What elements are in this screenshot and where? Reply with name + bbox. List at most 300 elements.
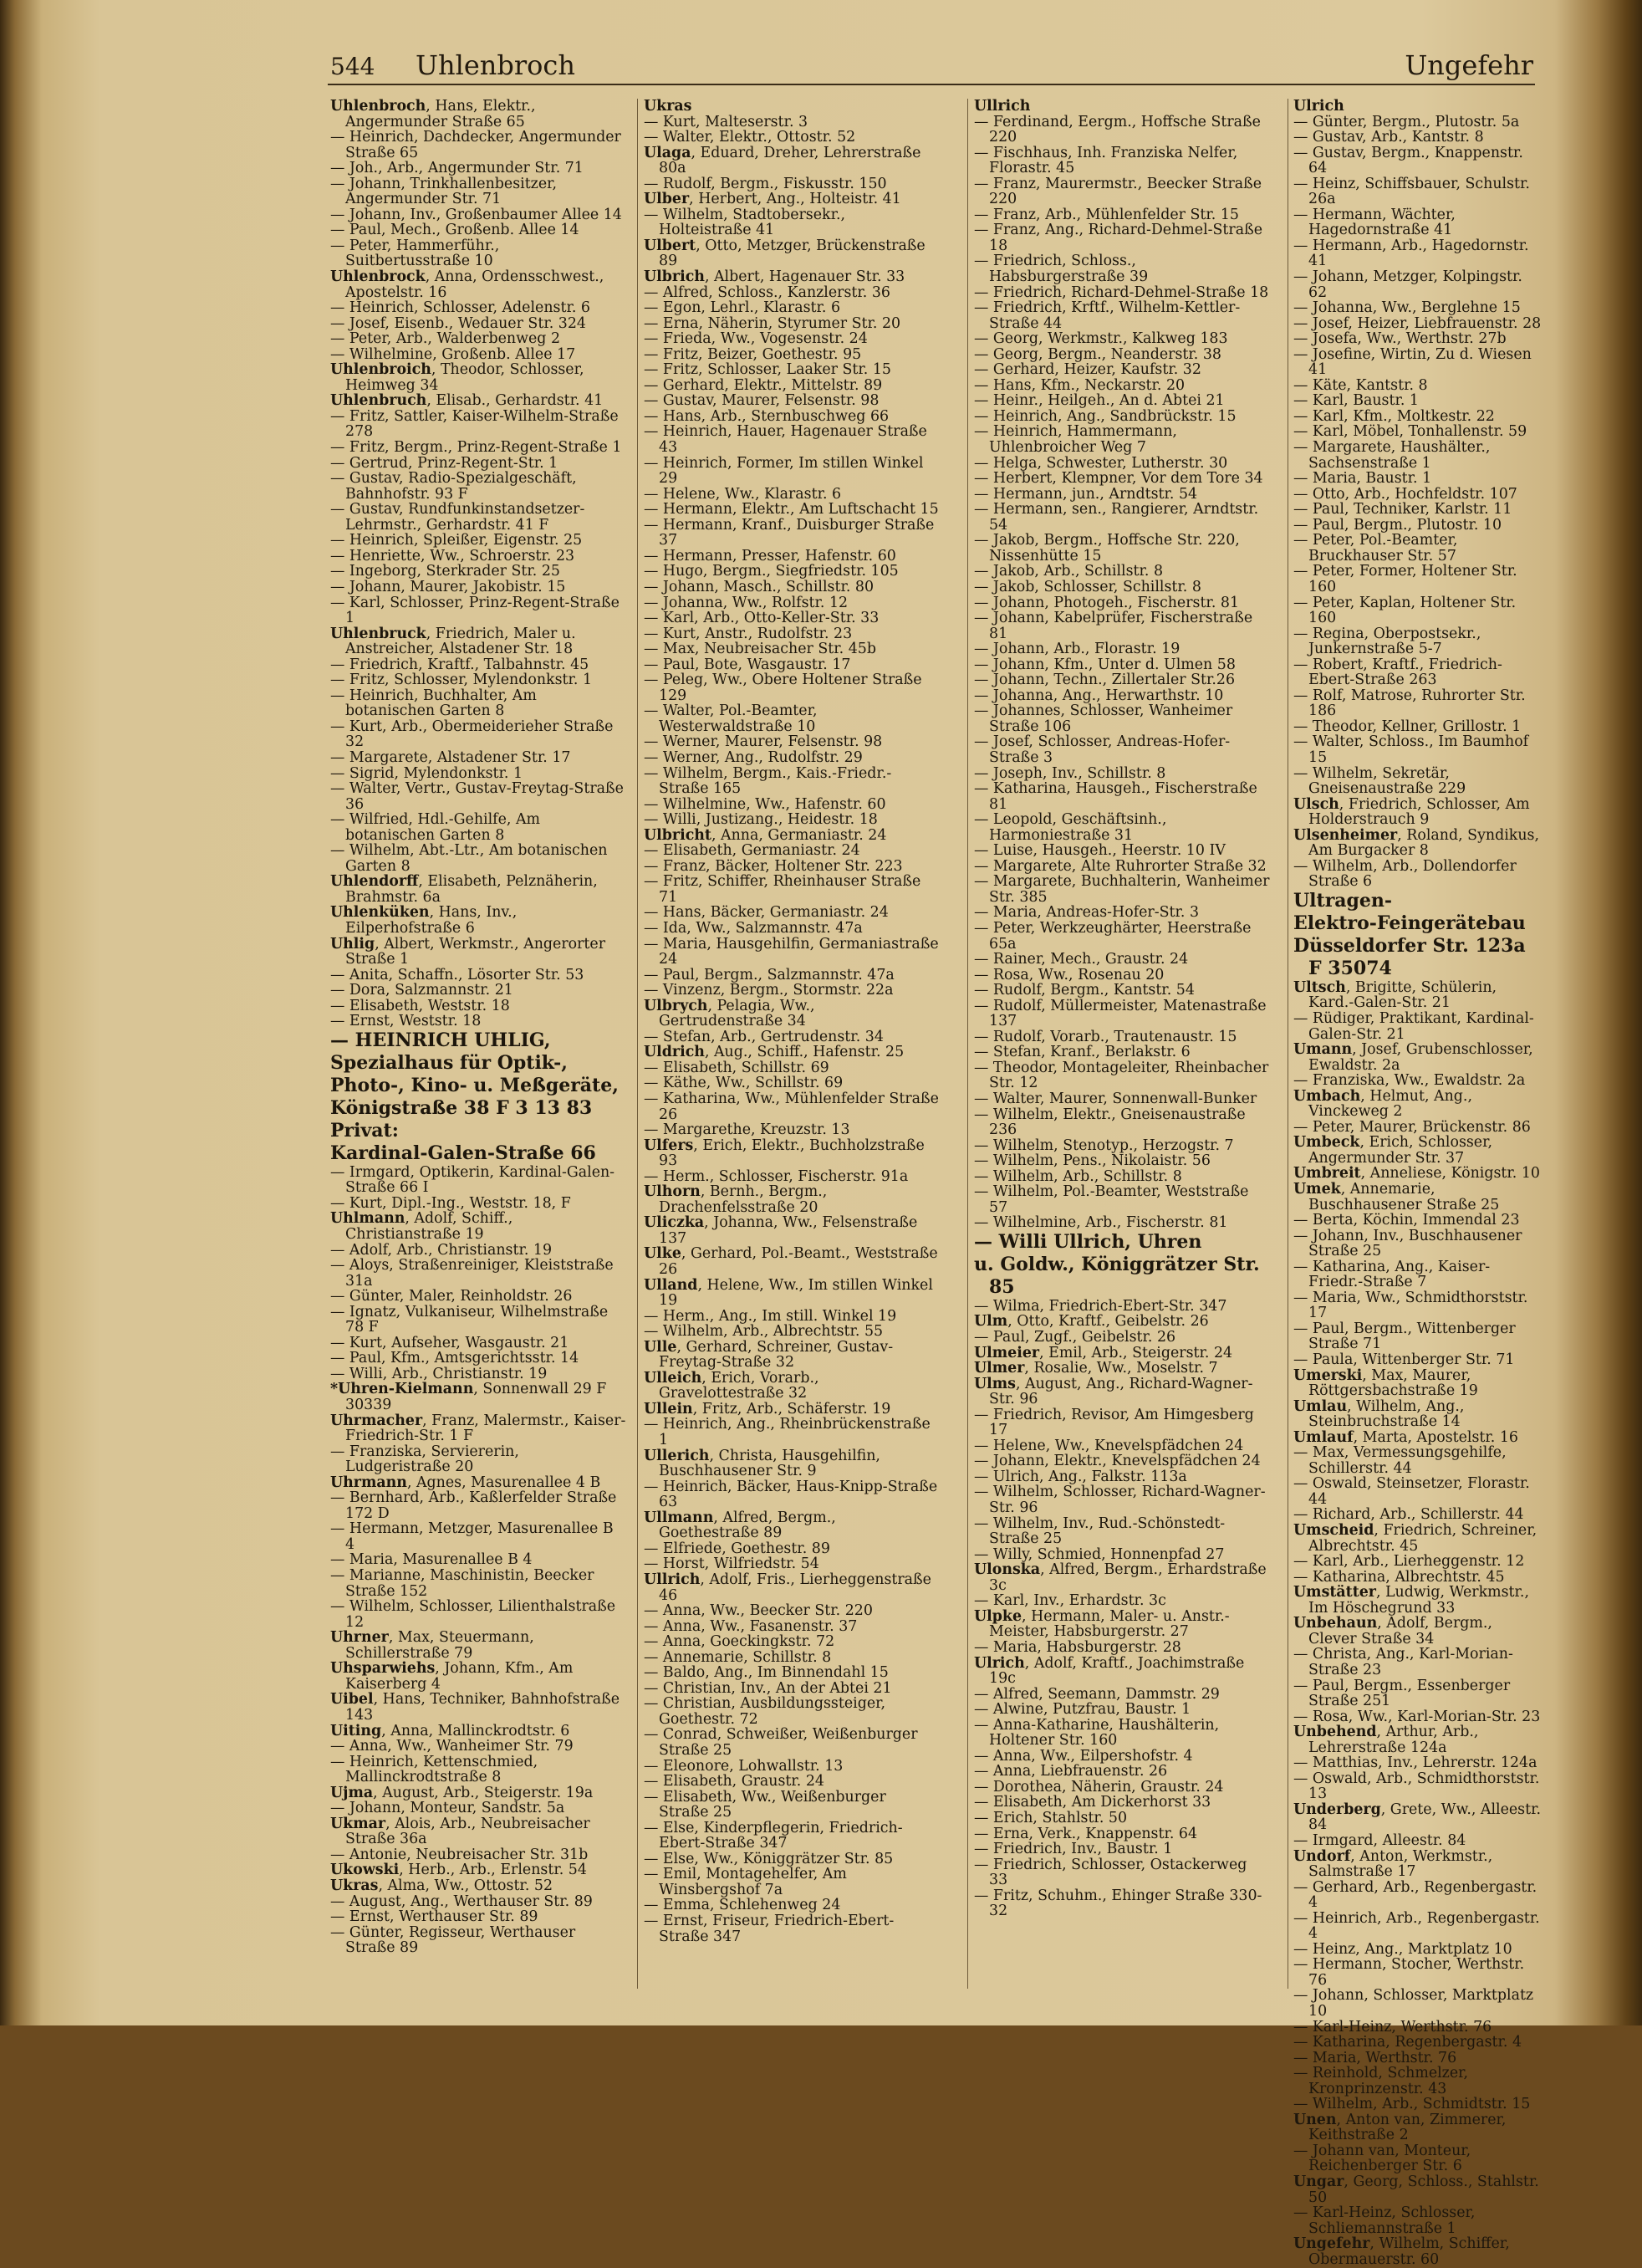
directory-entry: Umlauf, Marta, Apostelstr. 16 <box>1293 1428 1518 1446</box>
directory-entry: — Oswald, Arb., Schmidthorststr. 13 <box>1293 1770 1540 1803</box>
directory-entry: — Fritz, Schlosser, Laaker Str. 15 <box>644 361 891 379</box>
directory-entry: — Else, Ww., Königgrätzer Str. 85 <box>644 1850 894 1867</box>
directory-entry: — Margarete, Alstadener Str. 17 <box>330 748 571 766</box>
directory-entry: — Bernhard, Arb., Kaßlerfelder Straße 172 D <box>330 1489 617 1522</box>
directory-entry: — Rolf, Matrose, Ruhrorter Str. 186 <box>1293 687 1526 720</box>
directory-entry: — Heinrich, Buchhalter, Am botanischen Garten 8 <box>330 687 537 720</box>
page-header <box>330 46 1533 88</box>
directory-entry: — Anna, Ww., Fasanenstr. 37 <box>644 1617 858 1635</box>
directory-entry: Uldrich, Aug., Schiff., Hafenstr. 25 <box>644 1044 905 1061</box>
page-number: 544 <box>330 53 375 80</box>
directory-entry: — Wilhelm, Inv., Rud.-Schönstedt-Straße 25 <box>974 1515 1226 1548</box>
directory-entry: — Hermann, Wächter, Hagedornstraße 41 <box>1293 206 1456 239</box>
directory-entry: Ulrich <box>1293 98 1344 115</box>
directory-entry: Ukowski, Herb., Arb., Erlenstr. 54 <box>330 1862 587 1879</box>
directory-entry: — Wilhelmine, Ww., Hafenstr. 60 <box>644 795 886 813</box>
directory-entry: — Rudolf, Bergm., Kantstr. 54 <box>974 982 1195 999</box>
directory-entry: — Gustav, Bergm., Knappenstr. 64 <box>1293 144 1523 177</box>
directory-entry: — Kurt, Dipl.-Ing., Weststr. 18, F <box>330 1194 571 1212</box>
directory-entry: Ukras, Alma, Ww., Ottostr. 52 <box>330 1877 553 1894</box>
directory-entry: — Regina, Oberpostsekr., Junkernstraße 5-7 <box>1293 625 1481 658</box>
directory-entry: — Anna, Goeckingkstr. 72 <box>644 1633 835 1651</box>
directory-entry: — Wilhelm, Sekretär, Gneisenaustraße 229 <box>1293 764 1466 798</box>
directory-entry: Ulsch, Friedrich, Schlosser, Am Holderstrauch 9 <box>1293 795 1530 829</box>
directory-entry: — Joseph, Inv., Schillstr. 8 <box>974 764 1166 782</box>
directory-entry: — Fritz, Schiffer, Rheinhauser Straße 71 <box>644 873 921 906</box>
directory-entry: — Karl, Baustr. 1 <box>1293 392 1419 410</box>
directory-entry: — Paul, Techniker, Karlstr. 11 <box>1293 501 1512 518</box>
directory-entry: Ullein, Fritz, Arb., Schäferstr. 19 <box>644 1400 891 1418</box>
directory-entry: Uhsparwiehs, Johann, Kfm., Am Kaiserberg 4 <box>330 1660 574 1693</box>
directory-entry: — Walter, Elektr., Ottostr. 52 <box>644 129 856 146</box>
directory-entry: Uhlig, Albert, Werkmstr., Angerorter Straße 1 <box>330 935 606 968</box>
directory-entry: — Gerhard, Arb., Regenbergastr. 4 <box>1293 1878 1537 1912</box>
directory-entry: — Rudolf, Vorarb., Trautenaustr. 15 <box>974 1028 1237 1045</box>
directory-entry: — Günter, Bergm., Plutostr. 5a <box>1293 113 1520 130</box>
directory-entry: — Christian, Ausbildungssteiger, Goethestr. 72 <box>644 1695 886 1728</box>
directory-entry: — Peter, Maurer, Brückenstr. 86 <box>1293 1118 1531 1136</box>
directory-entry: — Gertrud, Prinz-Regent-Str. 1 <box>330 454 558 472</box>
directory-entry: — Karl, Schlosser, Prinz-Regent-Straße 1 <box>330 594 620 627</box>
directory-entry: — Wilhelm, Arb., Schmidtstr. 15 <box>1293 2096 1531 2113</box>
directory-entry: — Johann, Trinkhallenbesitzer, Angermunder Str. 71 <box>330 175 558 208</box>
directory-entry: — Käthe, Ww., Schillstr. 69 <box>644 1075 844 1092</box>
directory-entry: Ulms, August, Ang., Richard-Wagner-Str. 96 <box>974 1375 1253 1408</box>
directory-entry: — Helene, Ww., Knevelspfädchen 24 <box>974 1437 1244 1454</box>
directory-entry: Umbeck, Erich, Schlosser, Angermunder Str. 37 <box>1293 1134 1493 1167</box>
directory-entry: — Elfriede, Goethestr. 89 <box>644 1540 830 1557</box>
directory-entry: — Gerhard, Heizer, Kaufstr. 32 <box>974 361 1201 379</box>
directory-entry: — Johann, Kabelprüfer, Fischerstraße 81 <box>974 610 1253 642</box>
directory-entry: Unen, Anton van, Zimmerer, Keithstraße 2 <box>1293 2111 1507 2144</box>
directory-entry: — Paul, Bote, Wasgaustr. 17 <box>644 656 851 673</box>
directory-entry: — Katharina, Ang., Kaiser-Friedr.-Straße 7 <box>1293 1258 1491 1291</box>
directory-entry: Ulaga, Eduard, Dreher, Lehrerstraße 80a <box>644 144 921 177</box>
directory-entry: — Heinrich, Hammermann, Uhlenbroicher Weg 7 <box>974 423 1177 457</box>
directory-entry: — Wilhelm, Abt.-Ltr., Am botanischen Garten 8 <box>330 842 608 875</box>
directory-entry: — Rainer, Mech., Graustr. 24 <box>974 951 1189 968</box>
directory-entry: — Franz, Maurermstr., Beecker Straße 220 <box>974 175 1262 208</box>
directory-entry: Ulpke, Hermann, Maler- u. Anstr.-Meister, Habsburgerstr. 27 <box>974 1607 1230 1641</box>
directory-entry: Ulland, Helene, Ww., Im stillen Winkel 19 <box>644 1276 933 1310</box>
directory-entry: — Maria, Baustr. 1 <box>1293 470 1432 488</box>
directory-entry: — Johann, Metzger, Kolpingstr. 62 <box>1293 268 1522 301</box>
directory-entry: — Ingeborg, Sterkrader Str. 25 <box>330 563 560 580</box>
directory-entry: Ulke, Gerhard, Pol.-Beamt., Weststraße 26 <box>644 1245 938 1279</box>
directory-entry: — Walter, Maurer, Sonnenwall-Bunker <box>974 1091 1257 1107</box>
directory-entry: — Gustav, Radio-Spezialgeschäft, Bahnhofstr. 93 F <box>330 470 577 503</box>
directory-entry: — Anita, Schaffn., Lösorter Str. 53 <box>330 966 584 983</box>
directory-entry: — Wilhelm, Arb., Schillstr. 8 <box>974 1167 1182 1185</box>
directory-entry: — Josef, Schlosser, Andreas-Hofer-Straße 3 <box>974 733 1231 766</box>
directory-entry: — Johanna, Ww., Rolfstr. 12 <box>644 594 849 611</box>
directory-entry: — Josef, Heizer, Liebfrauenstr. 28 <box>1293 314 1542 332</box>
directory-entry: — Josefine, Wirtin, Zu d. Wiesen 41 <box>1293 345 1532 379</box>
directory-entry: — Aloys, Straßenreiniger, Kleiststraße 31a <box>330 1257 614 1290</box>
directory-entry: — Wilhelm, Pol.-Beamter, Weststraße 57 <box>974 1183 1249 1216</box>
directory-entry: — Karl-Heinz, Werthstr. 76 <box>1293 2018 1492 2036</box>
directory-entry: Uhlenbruck, Friedrich, Maler u. Anstreicher, Alstadener Str. 18 <box>330 625 576 658</box>
directory-entry: — Johann van, Monteur, Reichenberger Str. 6 <box>1293 2142 1471 2175</box>
directory-entry: — Paul, Bergm., Plutostr. 10 <box>1293 516 1502 534</box>
directory-entry: Uhlendorff, Elisabeth, Pelznäherin, Brahmstr. 6a <box>330 873 598 906</box>
directory-entry: — Anna-Katharine, Haushälterin, Holtener Str. 160 <box>974 1716 1220 1750</box>
directory-entry: — August, Ang., Werthauser Str. 89 <box>330 1893 593 1910</box>
directory-entry: Uliczka, Johanna, Ww., Felsenstraße 137 <box>644 1214 918 1247</box>
directory-entry: — Rüdiger, Praktikant, Kardinal-Galen-Str. 21 <box>1293 1009 1534 1043</box>
directory-entry: — Maria, Masurenallee B 4 <box>330 1551 533 1569</box>
directory-entry: — Wilhelm, Arb., Albrechtstr. 55 <box>644 1323 884 1341</box>
directory-entry: — Henriette, Ww., Schroerstr. 23 <box>330 547 575 564</box>
directory-entry: — Peter, Pol.-Beamter, Bruckhauser Str. 57 <box>1293 532 1458 564</box>
directory-entry: — Heinrich, Schlosser, Adelenstr. 6 <box>330 299 590 317</box>
directory-entry: — Franz, Arb., Mühlenfelder Str. 15 <box>974 206 1239 223</box>
directory-entry: Ullrich, Adolf, Fris., Lierheggenstraße 46 <box>644 1571 931 1604</box>
directory-entry: — Käte, Kantstr. 8 <box>1293 376 1428 394</box>
directory-entry: — Paul, Bergm., Salzmannstr. 47a <box>644 966 895 983</box>
directory-entry: — Karl, Arb., Otto-Keller-Str. 33 <box>644 610 880 627</box>
directory-entry: — Paul, Bergm., Essenberger Straße 251 <box>1293 1677 1511 1710</box>
directory-entry: — Ulrich, Ang., Falkstr. 113a <box>974 1468 1187 1485</box>
directory-entry: — Otto, Arb., Hochfeldstr. 107 <box>1293 485 1517 503</box>
column-1 <box>330 99 626 2005</box>
directory-entry: — Herm., Schlosser, Fischerstr. 91a <box>644 1167 909 1185</box>
directory-entry: — Friedrich, Richard-Dehmel-Straße 18 <box>974 284 1269 301</box>
directory-entry: Ullrich <box>974 98 1031 115</box>
directory-entry: — Stefan, Kranf., Berlakstr. 6 <box>974 1044 1191 1061</box>
directory-entry: Uhlmann, Adolf, Schiff., Christianstraße 19 <box>330 1210 513 1243</box>
directory-entry: Ulmeier, Emil, Arb., Steigerstr. 24 <box>974 1344 1233 1361</box>
directory-entry: Spezialhaus für Optik-, <box>330 1051 568 1074</box>
directory-entry: — Heinrich, Bäcker, Haus-Knipp-Straße 63 <box>644 1478 938 1511</box>
directory-entry: — Maria, Habsburgerstr. 28 <box>974 1638 1181 1656</box>
directory-entry: — Johann, Arb., Florastr. 19 <box>974 641 1181 658</box>
directory-entry: — Peter, Hammerführ., Suitbertusstraße 10 <box>330 237 500 270</box>
header-right-keyword: Ungefehr <box>1405 49 1533 81</box>
directory-entry: — Peter, Kaplan, Holtener Str. 160 <box>1293 594 1517 627</box>
directory-entry: — Elisabeth, Am Dickerhorst 33 <box>974 1794 1211 1811</box>
directory-entry: — Egon, Lehrl., Klarastr. 6 <box>644 299 841 317</box>
directory-entry: — Johann, Kfm., Unter d. Ulmen 58 <box>974 656 1236 673</box>
directory-entry: — Elisabeth, Schillstr. 69 <box>644 1059 829 1076</box>
directory-entry: Ungar, Georg, Schloss., Stahlstr. 50 <box>1293 2174 1539 2206</box>
header-left-keyword: Uhlenbroch <box>416 49 575 81</box>
directory-entry: Ulm, Otto, Kraftf., Geibelstr. 26 <box>974 1313 1209 1331</box>
directory-entry: Uhlenbroch, Hans, Elektr., Angermunder Straße 65 <box>330 98 536 130</box>
directory-entry: — Wilhelmine, Arb., Fischerstr. 81 <box>974 1214 1228 1232</box>
directory-entry: — Marianne, Maschinistin, Beecker Straße 152 <box>330 1567 594 1600</box>
directory-entry: — Heinz, Schiffsbauer, Schulstr. 26a <box>1293 175 1530 208</box>
directory-entry: Privat: <box>330 1119 399 1142</box>
directory-entry: — Heinrich, Ang., Sandbrückstr. 15 <box>974 407 1237 425</box>
directory-entry: — Franziska, Ww., Ewaldstr. 2a <box>1293 1072 1526 1090</box>
directory-entry: — Willi, Justizang., Heidestr. 18 <box>644 811 878 829</box>
directory-entry: Ultsch, Brigitte, Schülerin, Kard.-Galen-Str. 21 <box>1293 978 1497 1012</box>
directory-entry: — Conrad, Schweißer, Weißenburger Straße 25 <box>644 1726 918 1759</box>
directory-entry: — Karl, Arb., Lierheggenstr. 12 <box>1293 1553 1525 1571</box>
directory-entry: — Peter, Former, Holtener Str. 160 <box>1293 563 1517 595</box>
directory-entry: Ukras <box>644 98 692 115</box>
directory-entry: — Fischhaus, Inh. Franziska Nelfer, Florastr. 45 <box>974 144 1238 177</box>
directory-entry: — Anna, Ww., Wanheimer Str. 79 <box>330 1738 574 1755</box>
directory-entry: — Friedrich, Krftf., Wilhelm-Kettler-Straße 44 <box>974 299 1241 332</box>
directory-entry: — Rosa, Ww., Rosenau 20 <box>974 966 1165 983</box>
directory-entry: — Franz, Bäcker, Holtener Str. 223 <box>644 857 903 875</box>
directory-entry: — Elisabeth, Ww., Weißenburger Straße 25 <box>644 1788 886 1821</box>
directory-entry: — Anna, Ww., Beecker Str. 220 <box>644 1602 873 1620</box>
directory-entry: — Wilfried, Hdl.-Gehilfe, Am botanischen Garten 8 <box>330 811 541 844</box>
directory-entry: — Max, Vermessungsgehilfe, Schillerstr. 44 <box>1293 1444 1507 1477</box>
directory-entry: Unbehend, Arthur, Arb., Lehrerstraße 124a <box>1293 1724 1479 1756</box>
directory-entry: — Friedrich, Kraftf., Talbahnstr. 45 <box>330 656 589 673</box>
directory-entry: — Vinzenz, Bergm., Stormstr. 22a <box>644 982 894 999</box>
directory-entry: — Franziska, Serviererin, Ludgeristraße 20 <box>330 1443 519 1476</box>
directory-entry: — Alwine, Putzfrau, Baustr. 1 <box>974 1701 1191 1719</box>
directory-entry: — Jakob, Bergm., Hoffsche Str. 220, Nissenhütte 15 <box>974 532 1240 564</box>
directory-entry: — Joh., Arb., Angermunder Str. 71 <box>330 160 584 177</box>
directory-entry: — Frieda, Ww., Vogesenstr. 24 <box>644 330 868 348</box>
directory-entry: Uibel, Hans, Techniker, Bahnhofstraße 143 <box>330 1691 620 1724</box>
directory-entry: — Willi, Arb., Christianstr. 19 <box>330 1365 548 1382</box>
directory-entry: — Wilhelm, Bergm., Kais.-Friedr.-Straße 165 <box>644 764 892 798</box>
directory-entry: — Helga, Schwester, Lutherstr. 30 <box>974 454 1228 472</box>
directory-entry: — Hermann, Stocher, Werthstr. 76 <box>1293 1956 1525 1989</box>
directory-entry: Ulle, Gerhard, Schreiner, Gustav-Freytag-Straße 32 <box>644 1338 894 1372</box>
directory-entry: — Maria, Hausgehilfin, Germaniastraße 24 <box>644 935 939 968</box>
directory-entry: — Irmgard, Optikerin, Kardinal-Galen-Straße 66 I <box>330 1163 615 1197</box>
directory-entry: — Eleonore, Lohwallstr. 13 <box>644 1757 844 1775</box>
directory-entry: — Margarethe, Kreuzstr. 13 <box>644 1121 850 1139</box>
directory-entry: — Adolf, Arb., Christianstr. 19 <box>330 1241 553 1259</box>
directory-entry: Umbach, Helmut, Ang., Vinckeweg 2 <box>1293 1087 1472 1121</box>
directory-entry: — Willy, Schmied, Honnenpfad 27 <box>974 1545 1225 1563</box>
directory-entry: — Katharina, Hausgeh., Fischerstraße 81 <box>974 780 1257 813</box>
directory-entry: Ujma, August, Arb., Steigerstr. 19a <box>330 1784 594 1801</box>
directory-entry: — Hugo, Bergm., Siegfriedstr. 105 <box>644 563 899 580</box>
directory-entry: — Werner, Maurer, Felsenstr. 98 <box>644 733 883 751</box>
directory-entry: — Emma, Schlehenweg 24 <box>644 1897 841 1914</box>
directory-entry: Underberg, Grete, Ww., Alleestr. 84 <box>1293 1801 1542 1834</box>
directory-entry: — Leopold, Geschäftsinh., Harmoniestraße 31 <box>974 811 1167 844</box>
directory-entry: — Hermann, Elektr., Am Luftschacht 15 <box>644 501 939 518</box>
directory-entry: Umerski, Max, Maurer, Röttgersbachstraße 19 <box>1293 1366 1478 1400</box>
directory-entry: — Walter, Pol.-Beamter, Westerwaldstraße 10 <box>644 702 818 735</box>
directory-entry: Düsseldorfer Str. 123a F 35074 <box>1293 934 1526 979</box>
directory-entry: — Kurt, Arb., Obermeiderieher Straße 32 <box>330 718 614 751</box>
directory-entry: — Wilhelm, Schlosser, Lilienthalstraße 12 <box>330 1598 616 1631</box>
directory-entry: — Margarete, Buchhalterin, Wanheimer Str. 385 <box>974 873 1270 906</box>
directory-entry: Umek, Annemarie, Buschhausener Straße 25 <box>1293 1181 1500 1213</box>
directory-entry: — Heinrich, Ang., Rheinbrückenstraße 1 <box>644 1416 931 1449</box>
directory-entry: — Robert, Kraftf., Friedrich-Ebert-Straße 263 <box>1293 656 1502 689</box>
directory-entry: — Maria, Andreas-Hofer-Str. 3 <box>974 904 1200 922</box>
directory-entry: — Maria, Ww., Schmidthorststr. 17 <box>1293 1289 1528 1322</box>
directory-entry: Uhlenbruch, Elisab., Gerhardstr. 41 <box>330 392 604 410</box>
directory-entry: — Heinrich, Dachdecker, Angermunder Straße 65 <box>330 129 621 161</box>
directory-entry: — Rosa, Ww., Karl-Morian-Str. 23 <box>1293 1708 1541 1725</box>
directory-entry: — Wilhelm, Stenotyp., Herzogstr. 7 <box>974 1137 1234 1154</box>
directory-entry: — Wilhelm, Stadtobersekr., Holteistraße 41 <box>644 206 846 239</box>
directory-entry: Umbreit, Anneliese, Königstr. 10 <box>1293 1165 1540 1183</box>
directory-entry: Unbehaun, Adolf, Bergm., Clever Straße 34 <box>1293 1615 1492 1647</box>
directory-entry: — Katharina, Regenbergastr. 4 <box>1293 2034 1522 2051</box>
directory-entry: — Horst, Wilfriedstr. 54 <box>644 1555 819 1573</box>
directory-entry: Ulmer, Rosalie, Ww., Moselstr. 7 <box>974 1360 1218 1377</box>
directory-entry: — Berta, Köchin, Immendal 23 <box>1293 1212 1520 1229</box>
directory-columns <box>330 98 1542 2268</box>
directory-entry: — Baldo, Ang., Im Binnendahl 15 <box>644 1664 889 1682</box>
directory-entry: — Johann, Masch., Schillstr. 80 <box>644 578 875 595</box>
directory-entry: — Paul, Mech., Großenb. Allee 14 <box>330 222 579 239</box>
directory-entry: — Antonie, Neubreisacher Str. 31b <box>330 1846 589 1863</box>
directory-entry: Ulbricht, Anna, Germaniastr. 24 <box>644 826 887 844</box>
directory-entry: Photo-, Kino- u. Meßgeräte, <box>330 1074 619 1096</box>
directory-entry: — Elisabeth, Weststr. 18 <box>330 997 510 1014</box>
directory-entry: — Fritz, Beizer, Goethestr. 95 <box>644 345 862 363</box>
directory-entry: — Wilhelm, Schlosser, Richard-Wagner-Str. 96 <box>974 1484 1266 1517</box>
directory-entry: — Hermann, Kranf., Duisburger Straße 37 <box>644 516 935 549</box>
directory-entry: — Jakob, Schlosser, Schillstr. 8 <box>974 578 1201 595</box>
directory-entry: — Hans, Bäcker, Germaniastr. 24 <box>644 904 889 922</box>
directory-entry: Umstätter, Ludwig, Werkmstr., Im Höschegrund 33 <box>1293 1584 1529 1617</box>
directory-entry: Ulhorn, Bernh., Bergm., Drachenfelsstraße 20 <box>644 1183 828 1216</box>
directory-entry: — Ernst, Werthauser Str. 89 <box>330 1908 538 1926</box>
directory-entry: — Paul, Kfm., Amtsgerichtsstr. 14 <box>330 1350 579 1367</box>
directory-entry: — Annemarie, Schillstr. 8 <box>644 1648 832 1666</box>
directory-entry: — Luise, Hausgeh., Heerstr. 10 IV <box>974 842 1226 860</box>
directory-entry: — Rudolf, Müllermeister, Matenastraße 137 <box>974 997 1267 1030</box>
directory-entry: — Rudolf, Bergm., Fiskusstr. 150 <box>644 175 887 192</box>
directory-entry: — Wilhelm, Pens., Nikolaistr. 56 <box>974 1152 1211 1170</box>
directory-entry: — Johannes, Schlosser, Wanheimer Straße 106 <box>974 702 1233 735</box>
directory-entry: — Peter, Werkzeughärter, Heerstraße 65a <box>974 919 1252 953</box>
directory-entry: — Margarete, Haushälter., Sachsenstraße 1 <box>1293 439 1491 472</box>
directory-entry: Ullerich, Christa, Hausgehilfin, Buschhausener Str. 9 <box>644 1447 880 1480</box>
directory-entry: — Johann, Photogeh., Fischerstr. 81 <box>974 594 1240 611</box>
directory-entry: — Katharina, Albrechtstr. 45 <box>1293 1568 1505 1586</box>
directory-entry: Ulbrych, Pelagia, Ww., Gertrudenstraße 34 <box>644 997 815 1030</box>
directory-entry: Königstraße 38 F 3 13 83 <box>330 1096 593 1119</box>
directory-entry: — Fritz, Bergm., Prinz-Regent-Straße 1 <box>330 439 622 457</box>
directory-entry: — Oswald, Steinsetzer, Florastr. 44 <box>1293 1475 1530 1508</box>
directory-entry: — Friedrich, Schlosser, Ostackerweg 33 <box>974 1856 1247 1889</box>
directory-entry: — Wilhelm, Arb., Dollendorfer Straße 6 <box>1293 857 1517 891</box>
directory-entry: — Anna, Liebfrauenstr. 26 <box>974 1763 1168 1780</box>
directory-entry: — Georg, Bergm., Neanderstr. 38 <box>974 345 1221 363</box>
directory-entry: Undorf, Anton, Werkmstr., Salmstraße 17 <box>1293 1847 1493 1881</box>
directory-entry: — Else, Kinderpflegerin, Friedrich-Ebert-Straße 347 <box>644 1819 903 1852</box>
directory-entry: — Karl-Heinz, Schlosser, Schliemannstraße 1 <box>1293 2204 1476 2237</box>
directory-entry: Umann, Josef, Grubenschlosser, Ewaldstr. 2a <box>1293 1041 1533 1074</box>
directory-entry: — Heinrich, Hauer, Hagenauer Straße 43 <box>644 423 927 457</box>
directory-entry: Uhlenbroich, Theodor, Schlosser, Heimweg 34 <box>330 361 584 394</box>
column-divider <box>637 99 638 1989</box>
directory-entry: — Kurt, Anstr., Rudolfstr. 23 <box>644 625 853 642</box>
directory-entry: — Richard, Arb., Schillerstr. 44 <box>1293 1506 1524 1524</box>
directory-entry: — Dora, Salzmannstr. 21 <box>330 982 513 999</box>
directory-entry: — Paul, Zugf., Geibelstr. 26 <box>974 1329 1176 1346</box>
directory-entry: — Herbert, Klempner, Vor dem Tore 34 <box>974 470 1263 488</box>
directory-entry: — Ernst, Friseur, Friedrich-Ebert-Straße 347 <box>644 1912 895 1945</box>
directory-entry: — Johanna, Ww., Berglehne 15 <box>1293 299 1521 317</box>
directory-entry: Uhlenküken, Hans, Inv., Eilperhofstraße 6 <box>330 904 518 937</box>
directory-entry: — Johann, Monteur, Sandstr. 5a <box>330 1800 565 1817</box>
directory-entry: — Friedrich, Schloss., Habsburgerstraße 39 <box>974 253 1149 286</box>
directory-entry: — Wilhelmine, Großenb. Allee 17 <box>330 345 576 363</box>
directory-entry: — Friedrich, Revisor, Am Himgesberg 17 <box>974 1406 1254 1439</box>
directory-entry: — Paul, Bergm., Wittenberger Straße 71 <box>1293 1320 1516 1353</box>
directory-entry: — Dorothea, Näherin, Graustr. 24 <box>974 1778 1224 1796</box>
directory-entry: *Uhren-Kielmann, Sonnenwall 29 F 30339 <box>330 1381 607 1414</box>
directory-entry: — Günter, Maler, Reinholdstr. 26 <box>330 1288 573 1305</box>
directory-entry: Ulbrich, Albert, Hagenauer Str. 33 <box>644 268 905 286</box>
directory-entry: — Kurt, Malteserstr. 3 <box>644 113 808 130</box>
directory-entry: — Ida, Ww., Salzmannstr. 47a <box>644 919 863 937</box>
directory-entry: — Ignatz, Vulkaniseur, Wilhelmstraße 78 F <box>330 1303 609 1336</box>
directory-entry: — Josefa, Ww., Werthstr. 27b <box>1293 330 1507 348</box>
directory-entry: — Heinrich, Spleißer, Eigenstr. 25 <box>330 532 583 549</box>
directory-entry: — Peter, Arb., Walderbenweg 2 <box>330 330 561 348</box>
directory-entry: — Stefan, Arb., Gertrudenstr. 34 <box>644 1028 884 1045</box>
directory-entry: — Johann, Schlosser, Marktplatz 10 <box>1293 1987 1534 2020</box>
directory-entry: — Christa, Ang., Karl-Morian-Straße 23 <box>1293 1646 1513 1678</box>
directory-entry: — Anna, Ww., Eilpershofstr. 4 <box>974 1747 1193 1765</box>
directory-entry: Ullmann, Alfred, Bergm., Goethestraße 89 <box>644 1509 836 1542</box>
directory-entry: — Hermann, sen., Rangierer, Arndtstr. 54 <box>974 501 1259 534</box>
directory-entry: Kardinal-Galen-Straße 66 <box>330 1142 596 1164</box>
directory-entry: — Franz, Ang., Richard-Dehmel-Straße 18 <box>974 222 1262 254</box>
directory-entry: — Heinz, Ang., Marktplatz 10 <box>1293 1940 1512 1958</box>
directory-entry: — Theodor, Montageleiter, Rheinbacher Str. 12 <box>974 1059 1269 1092</box>
directory-entry: — Herm., Ang., Im still. Winkel 19 <box>644 1307 897 1325</box>
directory-entry: — Kurt, Aufseher, Wasgaustr. 21 <box>330 1334 569 1351</box>
directory-entry: — Fritz, Schlosser, Mylendonkstr. 1 <box>330 672 593 689</box>
directory-entry: — Karl, Inv., Erhardstr. 3c <box>974 1592 1166 1610</box>
directory-entry: — HEINRICH UHLIG, <box>330 1029 551 1051</box>
directory-entry: — Heinrich, Arb., Regenbergastr. 4 <box>1293 1909 1540 1943</box>
directory-entry: — Gerhard, Elektr., Mittelstr. 89 <box>644 376 883 394</box>
directory-entry: — Gustav, Arb., Kantstr. 8 <box>1293 129 1484 146</box>
directory-entry: — Maria, Werthstr. 76 <box>1293 2049 1457 2066</box>
column-4 <box>1293 98 1544 2268</box>
directory-entry: — Irmgard, Alleestr. 84 <box>1293 1831 1466 1849</box>
directory-entry: Ungefehr, Wilhelm, Schiffer, Obermauerstr. 60 <box>1293 2235 1510 2268</box>
directory-entry: Ulfers, Erich, Elektr., Buchholzstraße 93 <box>644 1137 925 1170</box>
directory-entry: — Max, Neubreisacher Str. 45b <box>644 641 876 658</box>
directory-entry: Ulrich, Adolf, Kraftf., Joachimstraße 19c <box>974 1654 1245 1688</box>
directory-entry: — Hermann, jun., Arndtstr. 54 <box>974 485 1198 503</box>
directory-entry: — Katharina, Ww., Mühlenfelder Straße 26 <box>644 1091 939 1123</box>
directory-entry: — Wilma, Friedrich-Ebert-Str. 347 <box>974 1297 1227 1315</box>
directory-entry: Ulbert, Otto, Metzger, Brückenstraße 89 <box>644 237 926 270</box>
directory-entry: Ulsenheimer, Roland, Syndikus, Am Burgacker 8 <box>1293 826 1539 860</box>
directory-entry: Uhrmann, Agnes, Masurenallee 4 B <box>330 1474 601 1491</box>
directory-entry: — Willi Ullrich, Uhren <box>974 1230 1202 1253</box>
directory-entry: Uiting, Anna, Mallinckrodtstr. 6 <box>330 1722 570 1739</box>
directory-entry: — Sigrid, Mylendonkstr. 1 <box>330 764 523 782</box>
directory-entry: — Werner, Ang., Rudolfstr. 29 <box>644 748 863 766</box>
directory-entry: — Heinr., Heilgeh., An d. Abtei 21 <box>974 392 1225 410</box>
directory-entry: — Elisabeth, Graustr. 24 <box>644 1773 824 1790</box>
directory-entry: — Johann, Elektr., Knevelspfädchen 24 <box>974 1453 1261 1470</box>
directory-entry: — Ferdinand, Eergm., Hoffsche Straße 220 <box>974 113 1261 146</box>
directory-entry: — Hans, Arb., Sternbuschweg 66 <box>644 407 890 425</box>
directory-entry: — Erna, Verk., Knappenstr. 64 <box>974 1825 1198 1842</box>
directory-entry: — Heinrich, Former, Im stillen Winkel 29 <box>644 454 924 488</box>
directory-entry: — Johann, Inv., Buschhausener Straße 25 <box>1293 1227 1522 1260</box>
directory-entry: Ulleich, Erich, Vorarb., Gravelottestraße 32 <box>644 1369 819 1402</box>
directory-entry: Ultragen- <box>1293 889 1393 912</box>
